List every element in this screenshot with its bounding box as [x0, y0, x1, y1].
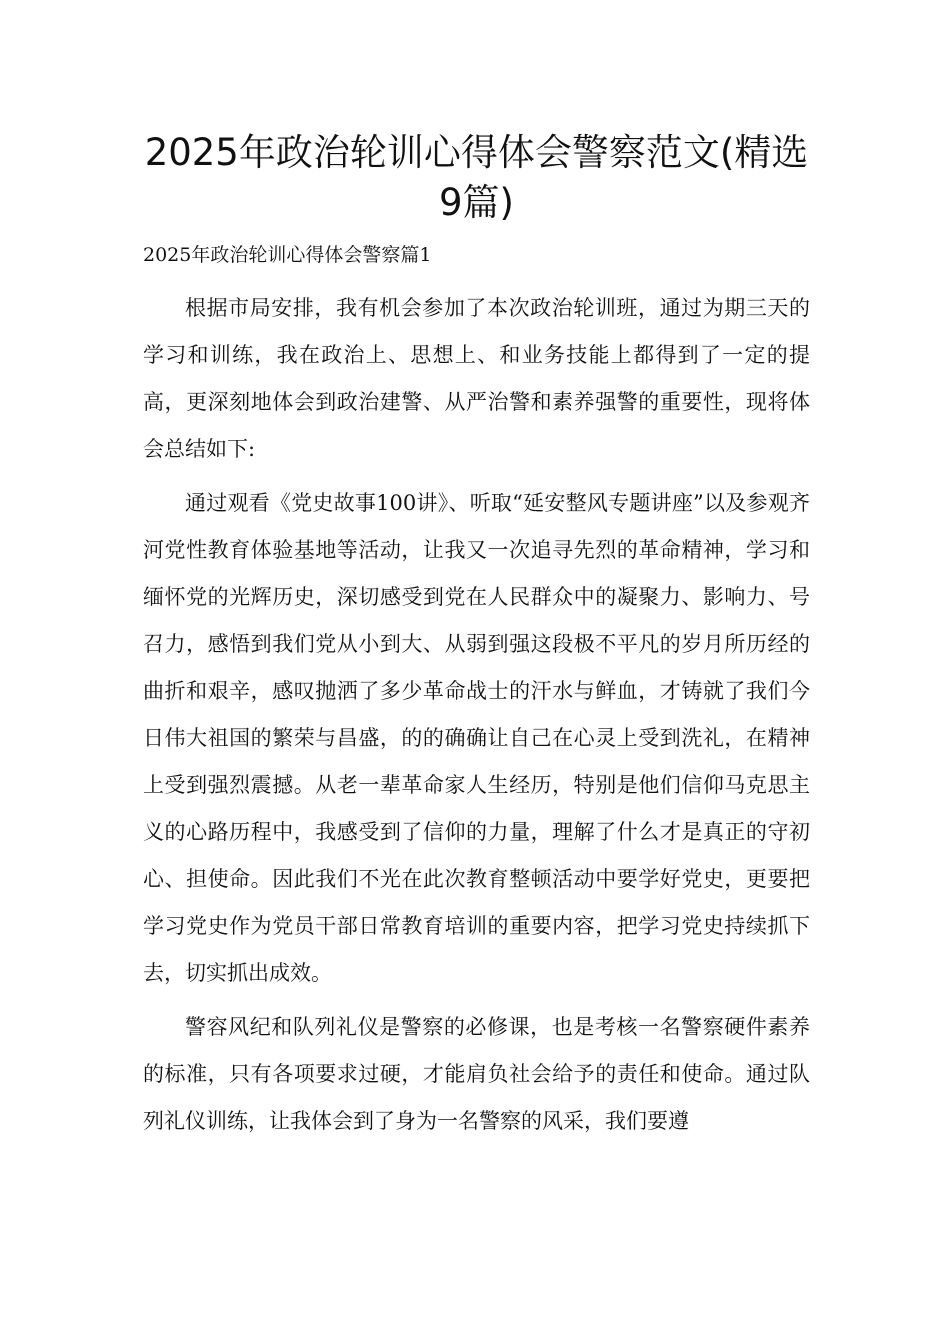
document-title: 2025年政治轮训心得体会警察范文(精选9篇) [144, 131, 809, 224]
paragraph-1: 根据市局安排，我有机会参加了本次政治轮训班，通过为期三天的学习和训练，我在政治上、思想上、和业务技能上都得到了一定的提高，更深刻地体会到政治建警、从严治警和素养强警的重要性，现将体会总结如下: [143, 296, 810, 461]
paragraph-3: 警容风纪和队列礼仪是警察的必修课，也是考核一名警察硬件素养的标准，只有各项要求过硬，才能肩负社会给予的责任和使命。通过队列礼仪训练，让我体会到了身为一名警察的风采，我们要遵 [143, 1015, 810, 1133]
section-heading: 2025年政治轮训心得体会警察篇1 [143, 244, 432, 266]
paragraph-2: 通过观看《党史故事100讲》、听取“延安整风专题讲座”以及参观齐河党性教育体验基地等活动，让我又一次追寻先烈的革命精神，学习和缅怀党的光辉历史，深切感受到党在人民群众中的凝聚力、影响力、号召力，感悟到我们党从小到大、从弱到强这段极不平凡的岁月所历经的曲折和艰辛，感叹抛洒了多少革命战士的汗水与鲜血，才铸就了我们今日伟大祖国的繁荣与昌盛，的的确确让自己在心灵上受到洗礼，在精神上受到强烈震撼。从老一辈革命家人生经历，特别是他们信仰马克思主义的心路历程中，我感受到了信仰的力量，理解了什么才是真正的守初心、担使命。因此我们不光在此次教育整顿活动中要学好党史，更要把学习党史作为党员干部日常教育培训的重要内容，把学习党史持续抓下去，切实抓出成效。 [143, 491, 810, 985]
